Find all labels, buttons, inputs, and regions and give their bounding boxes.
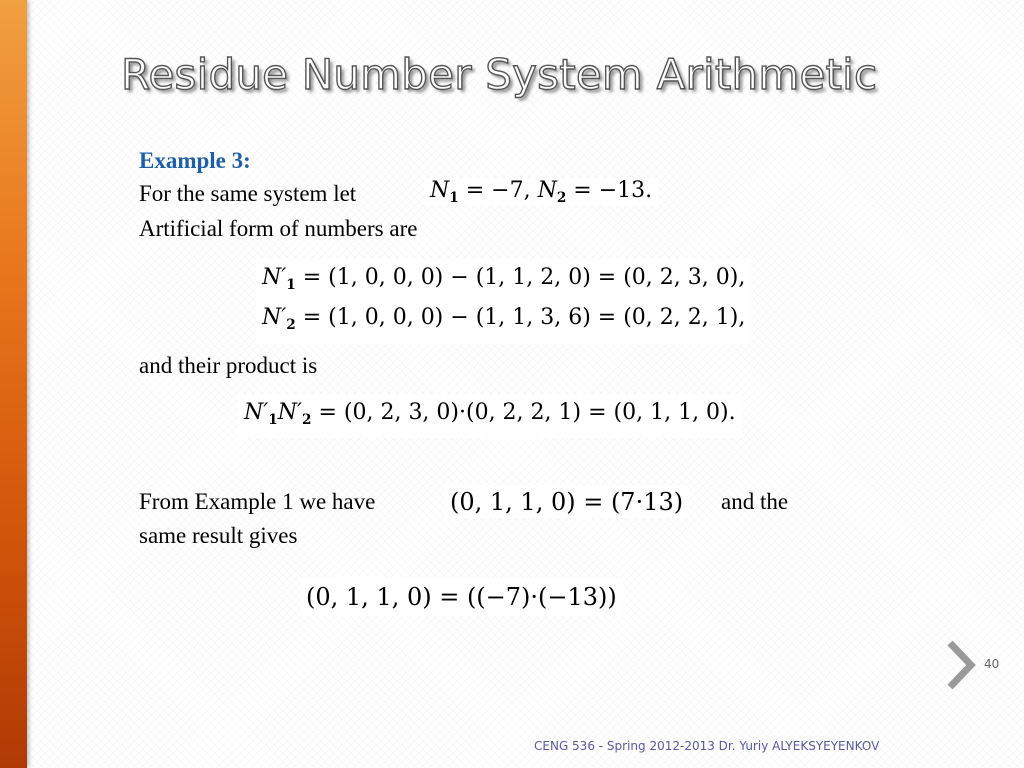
subscript-1: 1 [449,189,459,206]
footer-text: CENG 536 - Spring 2012-2013 Dr. Yuriy ALYEKSYEYENKOV [534,739,880,753]
value-n1: = −7, [458,178,538,203]
symbol-n1-prime: N′ [244,400,269,425]
chevron-right-icon [946,640,976,690]
text-line-3: and their product is [139,353,318,378]
subscript-1: 1 [268,411,278,428]
formula-n1-prime [256,259,751,304]
value-n2: = −13. [566,178,653,203]
text-line-2: Artificial form of numbers are [139,216,418,241]
subscript-2: 2 [556,189,567,206]
formula-product [238,394,742,439]
symbol-n2: N [537,178,557,203]
symbol-n2-prime: N′ [262,305,287,330]
subscript-2: 2 [301,411,312,428]
formula-given-values [424,178,658,206]
n2-prime-expression: = (1, 0, 0, 0) − (1, 1, 3, 6) = (0, 2, 2, 1), [295,305,746,330]
text-line-5: same result gives [139,523,298,548]
slide-title: Residue Number System Arithmetic [121,50,878,99]
symbol-n1-prime: N′ [262,265,287,290]
formula-example1: (0, 1, 1, 0) = (7·13) [444,485,689,519]
subscript-2: 2 [286,316,296,333]
page-number: 40 [984,657,1000,671]
symbol-n2-prime: N′ [277,400,302,425]
subscript-1: 1 [286,276,296,293]
symbol-n1: N [430,178,450,203]
text-line-4-end: and the [721,489,789,514]
n1-prime-expression: = (1, 0, 0, 0) − (1, 1, 2, 0) = (0, 2, 3, 0), [295,265,746,290]
product-expression: = (0, 2, 3, 0)·(0, 2, 2, 1) = (0, 1, 1, 0). [311,400,736,425]
text-line-1: For the same system let [139,181,357,206]
left-accent-bar [0,0,27,768]
example-label: Example 3: [139,148,251,173]
formula-n2-prime [256,299,751,344]
text-line-4: From Example 1 we have [139,489,376,514]
formula-result: (0, 1, 1, 0) = ((−7)·(−13)) [300,578,623,616]
